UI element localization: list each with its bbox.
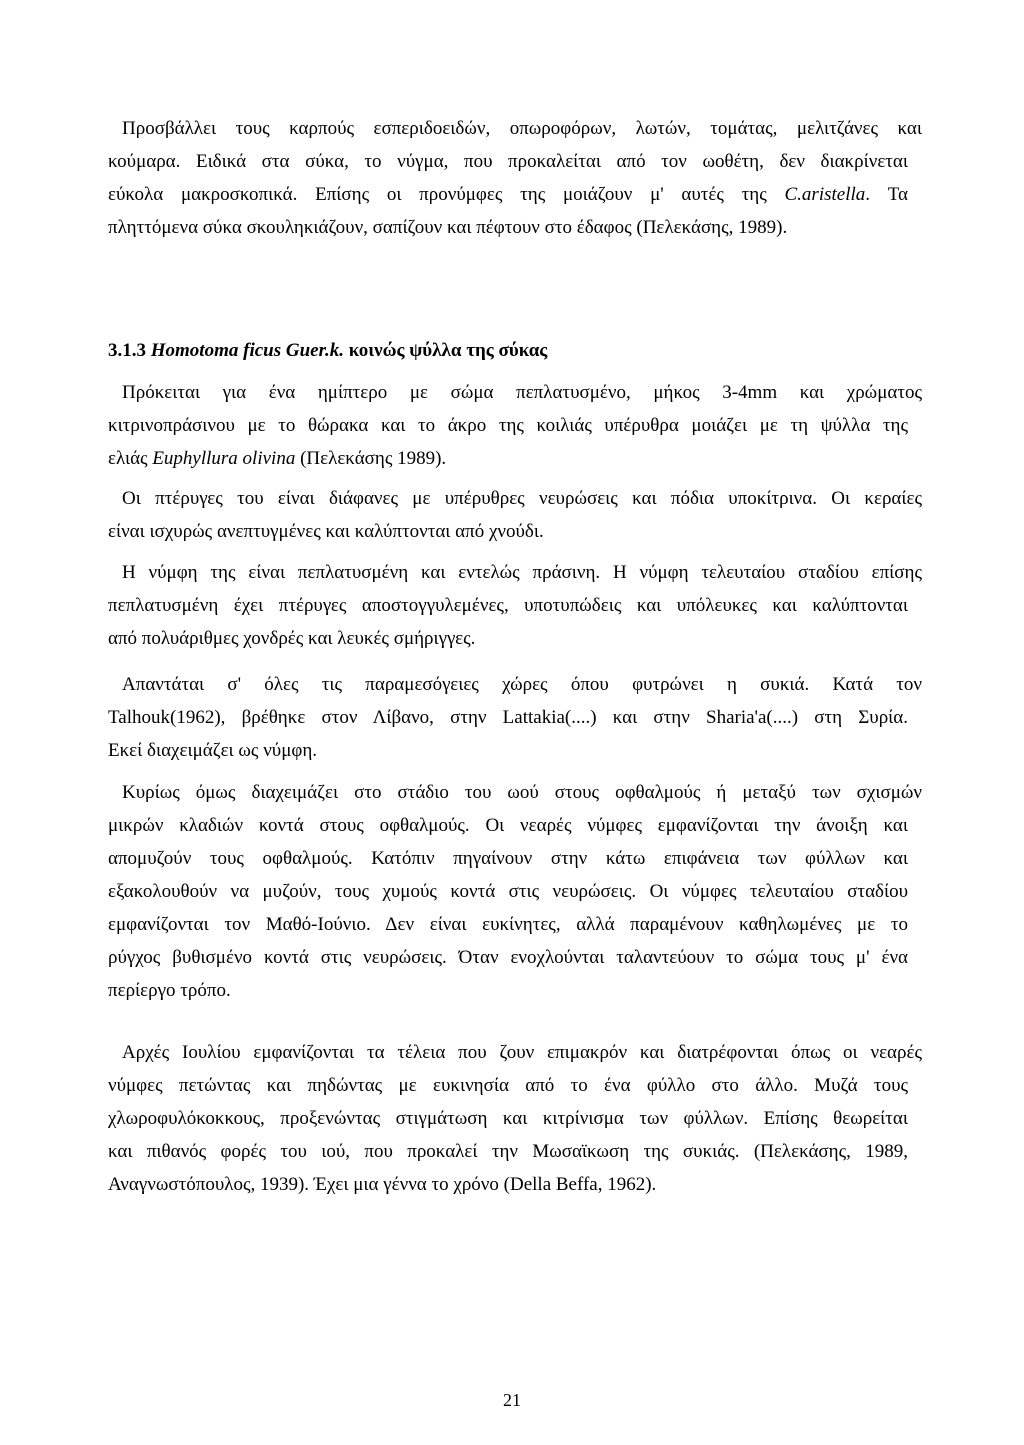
common-name: κοινώς ψύλλα της σύκας <box>348 340 548 361</box>
text-line: πληττόμενα σύκα σκουληκιάζουν, σαπίζουν και πέφτουν στο έδαφος (Πελεκάσης, 1989). <box>108 217 788 238</box>
text-line: και πιθανός φορές του ιού, που προκαλεί την Μωσαϊκωση της συκιάς. (Πελεκάσης, 1989, <box>108 1141 908 1162</box>
text-line: Προσβάλλει τους καρπούς εσπεριδοειδών, οπωροφόρων, λωτών, τομάτας, μελιτζάνες και <box>122 118 922 139</box>
intro-paragraph <box>108 112 922 244</box>
species-author: Guer.k. <box>285 340 344 361</box>
page-number: 21 <box>503 1390 521 1410</box>
text-line: εξακολουθούν να μυζούν, τους χυμούς κοντά στις νευρώσεις. Οι νύμφες τελευταίου σταδίου <box>108 881 908 902</box>
text-line: είναι ισχυρώς ανεπτυγμένες και καλύπτονται από χνούδι. <box>108 521 544 542</box>
paragraph-description <box>108 376 922 475</box>
text-line: Η νύμφη της είναι πεπλατυσμένη και εντελώς πράσινη. Η νύμφη τελευταίου σταδίου επίσης <box>122 562 922 583</box>
section-number: 3.1.3 <box>108 340 146 361</box>
text-line: Κυρίως όμως διαχειμάζει στο στάδιο του ωού στους οφθαλμούς ή μεταξύ των σχισμών <box>122 782 922 803</box>
text-line: κούμαρα. Ειδικά στα σύκα, το νύγμα, που προκαλείται από τον ωοθέτη, δεν διακρίνεται <box>108 151 908 172</box>
section-heading <box>108 340 547 362</box>
species-name: Euphyllura olivina <box>152 448 296 469</box>
text-span: (Πελεκάσης 1989). <box>295 448 447 469</box>
text-span: εύκολα μακροσκοπικά. Επίσης οι προνύμφες της μοιάζουν μ' αυτές της <box>108 184 785 205</box>
paragraph-nymph <box>108 556 922 655</box>
text-line: Αρχές Ιουλίου εμφανίζονται τα τέλεια που ζουν επιμακρόν και διατρέφονται όπως οι νεαρές <box>122 1042 922 1063</box>
paragraph-distribution <box>108 668 922 767</box>
text-line: από πολυάριθμες χονδρές και λευκές σμήριγγες. <box>108 628 476 649</box>
text-line: χλωροφυλόκοκκους, προξενώντας στιγμάτωση και κιτρίνισμα των φύλλων. Επίσης θεωρείται <box>108 1108 908 1129</box>
text-line: Οι πτέρυγες του είναι διάφανες με υπέρυθρες νευρώσεις και πόδια υποκίτρινα. Οι κεραίες <box>122 488 922 509</box>
text-line: απομυζούν τους οφθαλμούς. Κατόπιν πηγαίνουν στην κάτω επιφάνεια των φύλλων και <box>108 848 908 869</box>
text-line: Πρόκειται για ένα ημίπτερο με σώμα πεπλατυσμένο, μήκος 3-4mm και χρώματος <box>122 382 922 403</box>
text-line: πεπλατυσμένη έχει πτέρυγες αποστογγυλεμένες, υποτυπώδεις και υπόλευκες και καλύπτονται <box>108 595 908 616</box>
text-line: περίεργο τρόπο. <box>108 980 231 1001</box>
text-line: εμφανίζονται τον Μαθό-Ιούνιο. Δεν είναι ευκίνητες, αλλά παραμένουν καθηλωμένες με το <box>108 914 908 935</box>
text-span: . Τα <box>865 184 908 205</box>
paragraph-wings <box>108 482 922 548</box>
text-line: μικρών κλαδιών κοντά στους οφθαλμούς. Οι νεαρές νύμφες εμφανίζονται την άνοιξη και <box>108 815 908 836</box>
text-line <box>108 178 908 211</box>
text-line: κιτρινοπράσινου με το θώρακα και το άκρο της κοιλιάς υπέρυθρα μοιάζει με τη ψύλλα της <box>108 415 908 436</box>
text-line: Αναγνωστόπουλος, 1939). Έχει μια γέννα το χρόνο (Della Beffa, 1962). <box>108 1174 657 1195</box>
paragraph-adults <box>108 1036 922 1201</box>
species-name: C.aristella <box>784 184 866 205</box>
text-line: Talhouk(1962), βρέθηκε στον Λίβανο, στην Lattakia(....) και στην Sharia'a(....) στη Συρία. <box>108 707 908 728</box>
paragraph-overwintering <box>108 776 922 1007</box>
text-span: ελιάς <box>108 448 153 469</box>
text-line: ρύγχος βυθισμένο κοντά στις νευρώσεις. Όταν ενοχλούνται ταλαντεύουν το σώμα τους μ' ένα <box>108 947 908 968</box>
text-line <box>108 442 908 475</box>
text-line: Εκεί διαχειμάζει ως νύμφη. <box>108 740 318 761</box>
text-line: Απαντάται σ' όλες τις παραμεσόγειες χώρες όπου φυτρώνει η συκιά. Κατά τον <box>122 674 922 695</box>
species-name: Homotoma ficus <box>150 340 282 361</box>
text-line: νύμφες πετώντας και πηδώντας με ευκινησία από το ένα φύλλο στο άλλο. Μυζά τους <box>108 1075 908 1096</box>
